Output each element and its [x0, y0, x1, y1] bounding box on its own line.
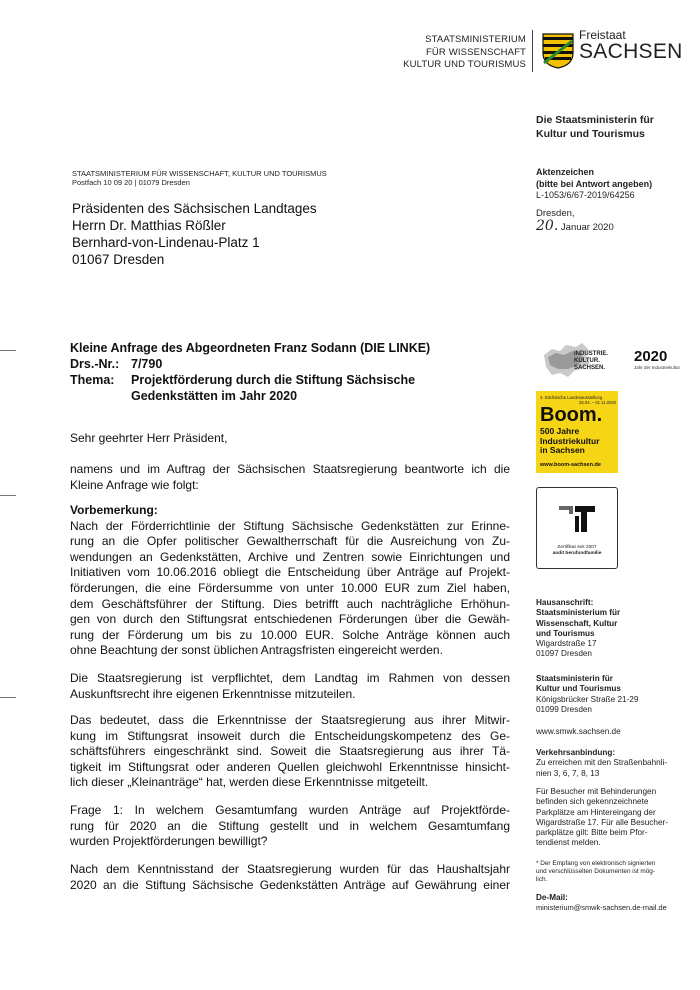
text-line: rung für 2020 an die Stiftung gestellt und in welchem Gesamtumfang — [70, 818, 510, 833]
recipient-line: Präsidenten des Sächsischen Landtages — [72, 201, 317, 216]
ministry-name-line: STAATSMINISTERIUM — [425, 34, 526, 45]
text-line: tigkeit im Stiftungsrat oder anderen Quellen gleichwohl Erkenntnisse hinsicht- — [70, 759, 510, 774]
verkehr-line: nien 3, 6, 7, 8, 13 — [536, 768, 600, 778]
text-line: Frage 1: In welchem Gesamtumfang wurden Anträge auf Projektförde- — [70, 803, 510, 817]
header-divider — [532, 30, 533, 72]
verkehr-line: Zu erreichen mit den Straßenbahnli- — [536, 758, 668, 768]
place: Dresden, — [536, 208, 575, 219]
cert-line: Zertifikat seit 2007 — [557, 545, 597, 550]
subject-block — [70, 340, 430, 404]
industrie-line: INDUSTRIE. — [574, 351, 609, 357]
fold-mark — [0, 495, 16, 496]
ministry-name-line: FÜR WISSENSCHAFT — [425, 46, 526, 58]
text-line: Das bedeutet, dass die Erkenntnisse der Staatsregierung aus ihrer Mitwir- — [70, 713, 510, 727]
text-line: wurden Projektförderungen bewilligt? — [70, 834, 268, 849]
address-line: Staatsministerium für — [536, 608, 621, 618]
text-line: kung im Stiftungsrat insoweit durch die Entscheidungskompetenz des Ge- — [70, 728, 510, 743]
thema-line: Gedenkstätten im Jahr 2020 — [131, 389, 298, 403]
text-line: Initiativen vom 10.06.2016 obliegt die Entscheidung über Anträge auf Projekt- — [70, 565, 510, 580]
salutation: Sehr geehrter Herr Präsident, — [70, 431, 228, 445]
boom-sub-line: 500 Jahre — [540, 426, 580, 436]
answer-1 — [70, 862, 510, 893]
hausanschrift-label: Hausanschrift: — [536, 598, 594, 607]
text-line: lich dieser „Kleinanträge“ hat, werden diese Erkenntnisse mitgeteilt. — [70, 775, 429, 790]
minister-title-line: Kultur und Tourismus — [536, 127, 645, 140]
coat-of-arms-icon — [542, 33, 574, 69]
fold-mark — [0, 350, 16, 351]
website-link[interactable]: www.smwk.sachsen.de — [536, 727, 621, 736]
return-address — [72, 169, 327, 187]
recipient-address — [72, 200, 317, 268]
reference-number: L-1053/6/67-2019/64256 — [536, 190, 635, 200]
fold-mark — [0, 697, 16, 698]
address-line: und Tourismus — [536, 628, 595, 638]
handwritten-day: 20. — [536, 218, 559, 234]
visitor-line: Parkplätze am Hintereingang der — [536, 807, 656, 817]
visitor-info — [536, 787, 686, 849]
address-line: 01099 Dresden — [536, 704, 592, 714]
ministry-name — [398, 34, 526, 72]
question-1 — [70, 803, 510, 850]
text-line: wendungen an Gedenkstätten, Archive und Zentren sowie Einrichtungen und — [70, 549, 510, 564]
return-address-postfach: Postfach 10 09 20 | 01079 Dresden — [72, 178, 190, 187]
hausanschrift-block — [536, 598, 686, 660]
section-heading: Vorbemerkung: — [70, 503, 158, 517]
footnote-line: und verschlüsselten Dokumenten ist mög- — [536, 868, 655, 876]
thema-line: Projektförderung durch die Stiftung Sächsische — [131, 373, 416, 387]
demail-block — [536, 893, 686, 914]
footnote — [536, 860, 686, 885]
text-line: 2020 an die Stiftung Sächsische Gedenkstätten Anträge auf Gewährung einer — [70, 877, 510, 892]
text-line: rung der Förderung um bis zu 10.000 EUR. Solche Anträge können auch — [70, 627, 510, 642]
industriekultur-logo — [542, 341, 682, 379]
visitor-line: parkplätze gilt: Bitte beim Pfor- — [536, 828, 648, 838]
reference-label: Aktenzeichen — [536, 167, 595, 177]
visitor-line: befinden sich gekennzeichnete — [536, 797, 649, 807]
ministry-name-line: KULTUR UND TOURISMUS — [403, 59, 526, 70]
minister-title-line: Die Staatsministerin für — [536, 114, 654, 126]
audit-logo-icon — [557, 500, 597, 540]
text-line: förderungen, die eine Fördersumme von unter 10.000 EUR zum Ziel haben, — [70, 580, 510, 595]
text-line: Auskunftsrecht ihre eigenen Erkenntnisse mitzuteilen. — [70, 686, 356, 701]
demail-address[interactable]: ministerium@smwk-sachsen.de-mail.de — [536, 903, 667, 913]
address-line: Kultur und Tourismus — [536, 684, 621, 694]
year-subtitle: Jahr der Industriekultur — [634, 365, 681, 370]
text-line: namens und im Auftrag der Sächsischen Staatsregierung beantworte ich die — [70, 462, 510, 476]
month-year: Januar 2020 — [560, 222, 614, 233]
address-line: Staatsministerin für — [536, 674, 613, 683]
boom-exhibition-logo — [536, 391, 618, 473]
intro-paragraph — [70, 462, 510, 493]
boom-top-right: 25.04. – 01.11.2020 — [579, 400, 616, 405]
text-line: ohne Beachtung der sonst üblichen Antragsfristen eingereicht werden. — [70, 643, 443, 658]
paragraph-knowledge — [70, 713, 510, 791]
state-label: Freistaat — [579, 28, 626, 42]
text-line: Nach der Förderrichtlinie der Stiftung Sächsische Gedenkstätten zur Erinne- — [70, 518, 510, 533]
text-line: Die Staatsregierung ist verpflichtet, dem Landtag im Rahmen von dessen — [70, 671, 510, 685]
address-line: Wissenschaft, Kultur — [536, 618, 618, 628]
vorbemerkung-section — [70, 503, 510, 659]
verkehr-block — [536, 748, 686, 779]
drs-label: Drs.-Nr.: — [70, 357, 120, 371]
industrie-line: SACHSEN. — [574, 364, 606, 371]
boom-sub-line: in Sachsen — [540, 445, 585, 456]
boom-top-left: 4. Sächsische Landesausstellung — [540, 395, 603, 400]
paragraph-obligation — [70, 671, 510, 702]
text-line: gen von durch den Stiftungsrat entschiedenen Förderungen über die Gewäh- — [70, 612, 510, 627]
text-line: Nach dem Kenntnisstand der Staatsregierung wurden für das Haushaltsjahr — [70, 862, 510, 876]
text-line: Kleine Anfrage wie folgt: — [70, 477, 199, 492]
state-name: SACHSEN — [579, 40, 683, 63]
second-address-block — [536, 674, 686, 715]
thema-label: Thema: — [70, 373, 115, 387]
visitor-line: tendienst melden. — [536, 838, 601, 848]
recipient-line: 01067 Dresden — [72, 252, 165, 267]
text-line: dem Geschäftsführer der Stiftung. Dies betrifft auch nachträgliche Erhöhun- — [70, 596, 510, 611]
address-line: Königsbrücker Straße 21-29 — [536, 694, 639, 704]
text-line: schäftsführers eingeschränkt sind. Soweit die Staatsregierung aus ihrer Tä- — [70, 744, 510, 759]
boom-url: www.boom-sachsen.de — [540, 462, 601, 468]
reference-hint: (bitte bei Antwort angeben) — [536, 178, 653, 189]
footnote-line: lich. — [536, 876, 548, 884]
berufundfamilie-certificate — [536, 487, 618, 569]
recipient-line: Herrn Dr. Matthias Rößler — [72, 218, 226, 233]
cert-line: audit berufundfamilie — [552, 551, 602, 556]
text-line: rung an die Opfer politischer Gewaltherrschaft für die Ausreichung von Zu- — [70, 534, 510, 549]
return-address-name: STAATSMINISTERIUM FÜR WISSENSCHAFT, KULTUR UND TOURISMUS — [72, 169, 327, 178]
footnote-line: * Der Empfang von elektronisch signierten — [536, 860, 656, 867]
recipient-line: Bernhard-von-Lindenau-Platz 1 — [72, 235, 260, 250]
drs-value: 7/790 — [131, 357, 163, 371]
subject-line: Kleine Anfrage des Abgeordneten Franz Sodann (DIE LINKE) — [70, 341, 431, 355]
demail-label: De-Mail: — [536, 893, 568, 902]
reference-block — [536, 167, 696, 202]
visitor-line: Wigardstraße 17. Für alle Besucher- — [536, 817, 668, 827]
minister-title — [536, 114, 686, 141]
place-date — [536, 208, 614, 234]
boom-sub-line: Industriekultur — [540, 435, 600, 446]
address-line: Wigardstraße 17 — [536, 639, 597, 649]
boom-title: Boom. — [540, 404, 603, 426]
year-2020-logo: 2020 — [634, 348, 668, 365]
verkehr-label: Verkehrsanbindung: — [536, 748, 616, 757]
address-line: 01097 Dresden — [536, 649, 592, 659]
industrie-line: KULTUR. — [574, 357, 600, 364]
visitor-line: Für Besucher mit Behinderungen — [536, 787, 657, 796]
